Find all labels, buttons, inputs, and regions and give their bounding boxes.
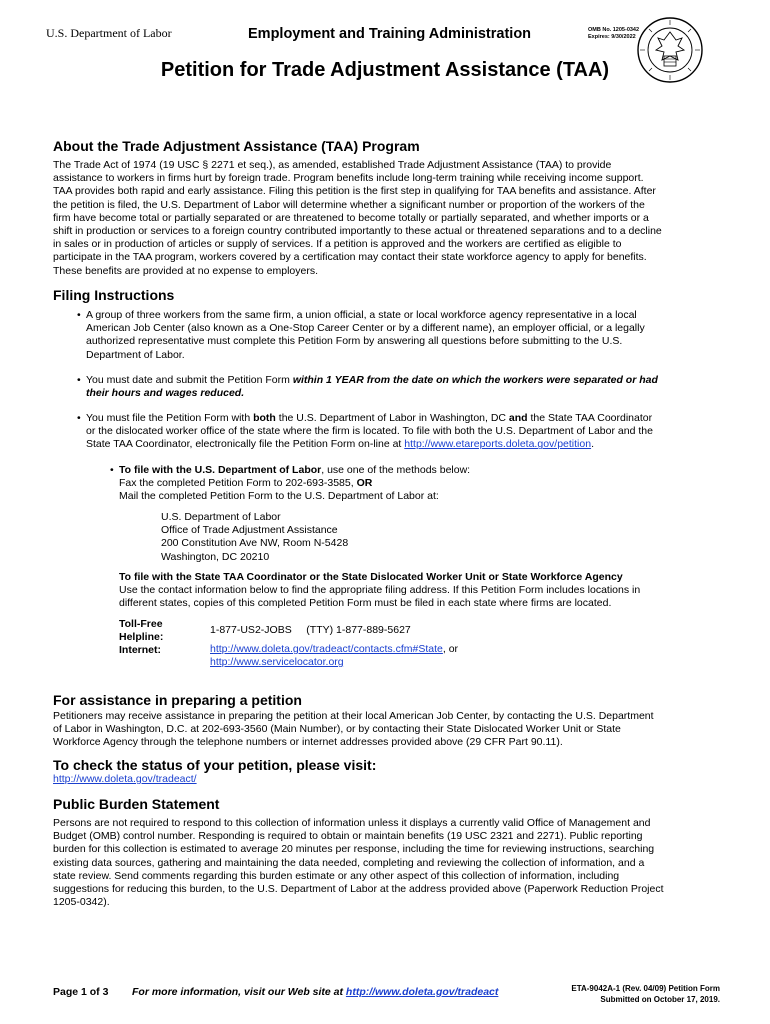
state-filing-line: Use the contact information below to find the appropriate filing address. If this Petition Form includes locations in [119, 584, 641, 597]
bullet-text: You must date and submit the Petition Form [86, 374, 293, 386]
assistance-paragraph [53, 710, 733, 750]
burden-paragraph [53, 817, 733, 909]
bullet-text: State TAA Coordinator, electronically file the Petition Form on-line at [86, 438, 405, 451]
filing-bullet-1 [86, 309, 716, 362]
about-line: These benefits are provided at no expense to employers. [53, 264, 318, 277]
burden-line: Budget (OMB) control number. Responding is required to obtain or maintain benefits (19 USC 2321 and 2271). Public reporting [53, 830, 643, 843]
filing-heading: Filing Instructions [53, 287, 175, 303]
about-line: shift in production or services to a foreign country contributed importantly to these actual or threatened separations and to a decline [53, 225, 662, 238]
address-line: Office of Trade Adjustment Assistance [161, 524, 338, 537]
bullet-text: the U.S. Department of Labor in Washington, DC [275, 412, 509, 424]
tollfree-label: Toll-Free [119, 618, 163, 630]
dol-filing-bullet [119, 464, 709, 504]
helpline-numbers: 1-877-US2-JOBS (TTY) 1-877-889-5627 [210, 624, 411, 636]
address-line: Washington, DC 20210 [161, 550, 270, 563]
fax-text: Fax the completed Petition Form to 202-693-3585, [119, 477, 357, 490]
about-line: in sales or in production of articles or supply of services. If a petition is approved and the workers are certified as eligible to [53, 238, 622, 251]
agency-name: Employment and Training Administration [248, 26, 532, 42]
omb-number: OMB No. 1205-0342 [588, 27, 640, 33]
etareports-petition-link[interactable]: http://www.etareports.doleta.gov/petition [404, 438, 592, 451]
burden-line: suggestions for reducing this burden, to the U.S. Department of Labor at the address provided above (Paperwork Reduction Project [53, 883, 664, 896]
bullet-line: • A group of three workers from the same firm, a union official, a state or local workforce agency representative in a local [86, 309, 637, 321]
about-line: the petition is filed, the U.S. Department of Labor will determine whether a significant number or proportion of the workers of the [53, 198, 645, 211]
about-line: firm have become total or partially separated or are threatened to become totally or partially separated, and whether imports or a [53, 211, 649, 224]
burden-heading: Public Burden Statement [53, 796, 220, 812]
and-emphasis: and [508, 412, 528, 424]
bullet-line: American Job Center (also known as a One-Stop Career Center or by a different name), an employer official, or a legally [86, 322, 645, 335]
both-emphasis: both [253, 412, 276, 424]
bullet-text: . [591, 438, 594, 451]
bullet-line: authorized representative must complete this Petition Form by answering all questions before submitting to the U.S. [86, 335, 623, 348]
page-title: Petition for Trade Adjustment Assistance (TAA) [160, 59, 610, 81]
mail-text: Mail the completed Petition Form to the U.S. Department of Labor at: [119, 490, 439, 503]
deadline-emphasis: within 1 YEAR from the date on which the workers were separated or had [292, 374, 658, 386]
assistance-line: Workforce Agency through the telephone numbers or internet addresses provided above (29 CFR Part 90.11). [53, 736, 563, 749]
filing-bullet-3 [86, 412, 716, 452]
address-line: U.S. Department of Labor [161, 511, 281, 523]
assistance-line: of Labor in Washington, D.C. at 202-693-3560 (Main Number), or by contacting their State Dislocated Worker Unit or State [53, 723, 621, 736]
state-filing [119, 571, 719, 611]
bullet-line: Department of Labor. [86, 348, 185, 361]
burden-line: 1205-0342). [53, 896, 110, 909]
internet-links [210, 643, 458, 669]
about-line: participate in the TAA program, workers covered by a certification may contact their state workforce agency to apply for benefits. [53, 251, 647, 264]
assistance-heading: For assistance in preparing a petition [53, 692, 302, 708]
fax-or: OR [356, 477, 373, 490]
burden-line: Persons are not required to respond to this collection of information unless it displays a currently valid Office of Management and [53, 817, 651, 829]
burden-line: state review. Send comments regarding this burden estimate or any other aspect of this collection of information, including [53, 869, 620, 882]
about-paragraph [53, 159, 733, 278]
submitted-date: Submitted on October 17, 2019. [600, 995, 720, 1004]
internet-separator: , or [442, 643, 459, 655]
status-link[interactable]: http://www.doleta.gov/tradeact/ [53, 773, 197, 785]
helpline-label: Helpline: [119, 631, 164, 644]
omb-info [588, 27, 639, 41]
burden-line: existing data sources, gathering and maintaining the data needed, completing and reviewing the collection of information, and a [53, 856, 645, 869]
form-id: ETA-9042A-1 (Rev. 04/09) Petition Form [571, 984, 720, 993]
omb-expires: Expires: 9/30/2022 [588, 34, 636, 40]
about-line: assistance to workers in firms hurt by foreign trade. Program benefits include long-term training while receiving income support. [53, 172, 644, 185]
about-line: TAA provides both rapid and early assistance. Filing this petition is the first step in qualifying for TAA benefits and assistance. After [53, 185, 656, 198]
state-filing-line: different states, copies of this completed Petition Form must be filed in each state where firms are located. [119, 597, 612, 610]
filing-bullet-2 [86, 374, 716, 400]
more-info-text: For more information, visit our Web site at [132, 986, 346, 998]
mailing-address [161, 511, 348, 564]
footer-more-info [132, 986, 498, 999]
bullet-line: or the dislocated worker office of the state where the firm is located. To file with both the U.S. Department of Labor and the [86, 425, 653, 438]
tradeact-link[interactable]: http://www.doleta.gov/tradeact [345, 986, 499, 998]
state-filing-heading: To file with the State TAA Coordinator or the State Dislocated Worker Unit or State Workforce Agency [119, 571, 623, 583]
deadline-emphasis-cont: their hours and wages reduced. [86, 387, 245, 400]
dol-filing-text: , use one of the methods below: [321, 464, 471, 476]
about-line: The Trade Act of 1974 (19 USC § 2271 et seq.), as amended, established Trade Adjustment Assistance (TAA) to provide [53, 159, 612, 171]
address-line: 200 Constitution Ave NW, Room N-5428 [161, 537, 349, 550]
state-contacts-link[interactable]: http://www.doleta.gov/tradeact/contacts.cfm#State [210, 643, 443, 655]
contact-labels [119, 618, 163, 658]
burden-line: burden for this collection is estimated to average 20 minutes per response, including the time for reviewing instructions, searching [53, 843, 655, 856]
assistance-line: Petitioners may receive assistance in preparing the petition at their local American Job Center, by contacting the U.S. Department [53, 710, 654, 722]
about-heading: About the Trade Adjustment Assistance (TAA) Program [53, 138, 420, 154]
page-number: Page 1 of 3 [53, 986, 109, 998]
department-name: U.S. Department of Labor [46, 26, 172, 40]
bullet-text: You must file the Petition Form with [86, 412, 254, 424]
internet-label: Internet: [119, 644, 161, 657]
servicelocator-link[interactable]: http://www.servicelocator.org [210, 656, 344, 669]
form-identifier [550, 983, 720, 1005]
status-heading: To check the status of your petition, please visit: [53, 757, 377, 773]
bullet-text: the State TAA Coordinator [527, 412, 653, 424]
dol-filing-heading: To file with the U.S. Department of Labor [119, 464, 322, 476]
